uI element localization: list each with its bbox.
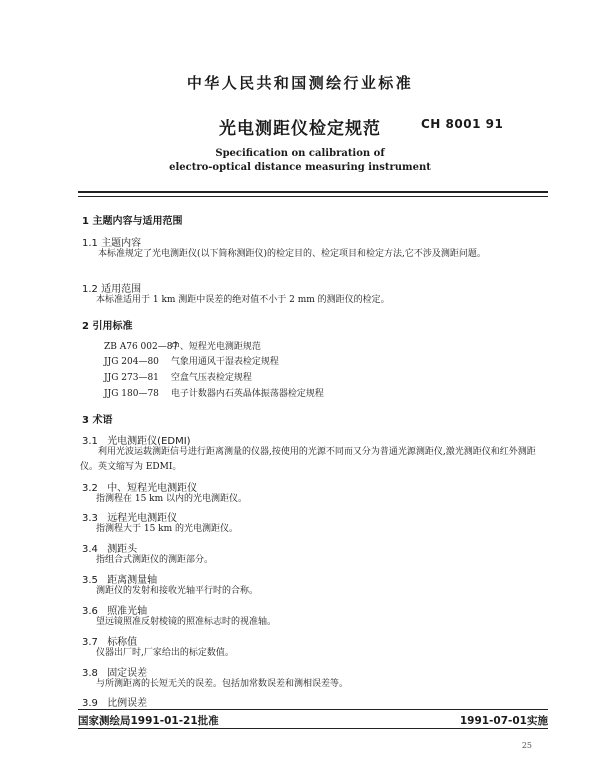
reference-item (104, 370, 252, 383)
term-name: 距离测量轴 (107, 575, 158, 586)
reference-title: 电子计数器内石英晶体振荡器检定规程 (170, 389, 324, 399)
term-definition: 利用光波运载测距信号进行距离测量的仪器,按使用的光源不同而又分为普通光源测距仪,激光测距仪和红外测距仪。英文缩写为 EDMI。 (80, 447, 536, 472)
term-name: 固定误差 (107, 668, 148, 679)
english-title-line-1: Specification on calibration of (215, 148, 385, 159)
reference-code: JJG 204—80 (104, 357, 159, 367)
reference-code: ZB A76 002—87 (104, 342, 179, 352)
reference-title: 气象用通风干湿表检定规程 (170, 357, 279, 367)
term-number: 3.2 (82, 483, 98, 494)
term-definition: 与所测距离的长短无关的误差。包括加常数误差和测相误差等。 (96, 679, 349, 689)
term-heading (82, 633, 137, 648)
term-heading (82, 509, 177, 524)
section-1-1-text: 本标准规定了光电测距仪(以下简称测距仪)的检定目的、检定项目和检定方法,它不涉及测距问题。 (98, 249, 486, 259)
term-heading (82, 571, 157, 586)
term-number: 3.1 (82, 436, 98, 447)
reference-code: JJG 180—78 (104, 389, 159, 399)
term-name: 测距头 (107, 544, 138, 555)
term-definition: 指测程在 15 km 以内的光电测距仪。 (96, 494, 248, 504)
standard-code: CH 8001 91 (421, 117, 504, 131)
term-name: 比例误差 (107, 698, 148, 709)
term-number: 3.7 (82, 637, 98, 648)
section-1-heading: 1 主题内容与适用范围 (82, 216, 183, 227)
section-1-1-heading: 1.1 主题内容 (82, 238, 142, 249)
term-definition: 测距仪的发射和接收光轴平行时的合称。 (96, 586, 259, 596)
section-2-heading: 2 引用标准 (82, 321, 133, 332)
reference-item (104, 354, 279, 367)
footer-divider (78, 709, 548, 710)
page-number: 25 (521, 741, 532, 750)
term-definition: 指组合式测距仪的测距部分。 (96, 555, 214, 565)
term-name: 标称值 (107, 637, 138, 648)
term-name: 光电测距仪(EDMI) (107, 436, 191, 447)
term-heading (82, 694, 147, 709)
effective-date: 1991-07-01实施 (459, 715, 548, 727)
section-3-heading: 3 术语 (82, 415, 113, 426)
top-divider-thin (78, 196, 548, 197)
term-number: 3.8 (82, 668, 98, 679)
reference-title: 中、短程光电测距规范 (170, 342, 261, 352)
reference-item (104, 339, 261, 352)
reference-code: JJG 273—81 (104, 373, 159, 383)
term-name: 中、短程光电测距仪 (107, 483, 198, 494)
term-number: 3.5 (82, 575, 98, 586)
footer-bottom-rule (78, 728, 548, 729)
issuing-organization: 中华人民共和国测绘行业标准 (186, 74, 414, 92)
term-name: 远程光电测距仪 (107, 513, 178, 524)
english-title-line-2: electro-optical distance measuring instrument (169, 162, 431, 173)
term-number: 3.9 (82, 698, 98, 709)
term-heading (82, 602, 147, 617)
term-heading (82, 664, 147, 679)
term-definition: 仪器出厂时,厂家给出的标定数值。 (96, 648, 234, 658)
term-name: 照准光轴 (107, 606, 148, 617)
section-1-2-heading: 1.2 适用范围 (82, 284, 142, 295)
term-definition: 指测程大于 15 km 的光电测距仪。 (96, 524, 239, 534)
term-number: 3.3 (82, 513, 98, 524)
section-1-2-text: 本标准适用于 1 km 测距中误差的绝对值不小于 2 mm 的测距仪的检定。 (96, 295, 390, 305)
approval-date: 国家测绘局1991-01-21批准 (78, 715, 219, 727)
term-heading (82, 540, 137, 555)
term-number: 3.4 (82, 544, 98, 555)
term-heading (82, 479, 197, 494)
document-title: 光电测距仪检定规范 (219, 119, 381, 139)
top-divider (78, 191, 548, 193)
term-definition: 望远镜照准反射棱镜的照准标志时的视准轴。 (96, 617, 277, 627)
reference-title: 空盒气压表检定规程 (170, 373, 252, 383)
term-number: 3.6 (82, 606, 98, 617)
reference-item (104, 386, 324, 399)
